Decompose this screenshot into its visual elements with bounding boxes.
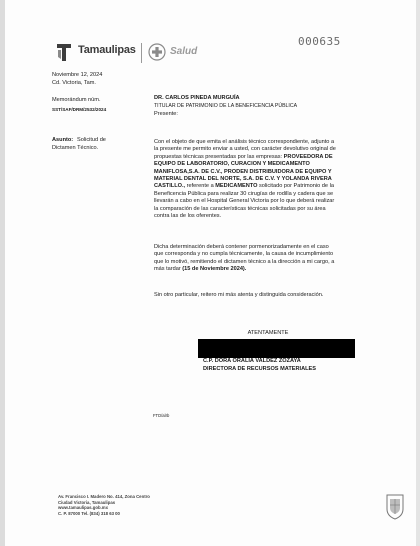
footer-line: Ciudad Victoria, Tamaulipas xyxy=(58,499,116,505)
p1-line: Con el objeto de que emita el análisis técnico correspondiente, adjunto a xyxy=(154,139,335,145)
p1-line: la presente me permito enviar a usted, con carácter devolutivo original de xyxy=(154,146,336,153)
scan-edge-right xyxy=(416,0,420,546)
p1-line: propuestas técnicas presentadas por las empresas: PROVEEDORA DE xyxy=(154,153,333,160)
date-line: Noviembre 12, 2024 xyxy=(52,72,103,78)
p1-line: CASTILLO., referente a MEDICAMENTO solicitado por Patrimonio de la xyxy=(154,183,334,190)
p1-line: Beneficencia Pública para realizar 30 cirugías de rodilla y cadera que se xyxy=(154,190,334,197)
footer-line: C. P. 87000 Tel. (834) 318 63 00 xyxy=(58,510,120,516)
p2-line: Dicha determinación deberá contener pormenorizadamente en el caso xyxy=(154,244,329,250)
subject-label: Asunto: xyxy=(52,137,74,143)
recipient-name: DR. CARLOS PINEDA MURGUÍA xyxy=(154,95,240,101)
folio-number: 000635 xyxy=(298,35,341,48)
p2-line: que lo motivó, remitiendo el dictamen técnico a la dirección a mi cargo, a xyxy=(154,258,335,265)
footer-address xyxy=(58,494,150,516)
p1-line: contra las de los oferentes. xyxy=(154,213,222,220)
p1-line: llevarán a cabo en el Hospital General Victoria por lo que deberá realizar xyxy=(154,198,335,205)
body-paragraph-3: Sin otro particular, reitero mi más atenta y distinguida consideración. xyxy=(154,292,324,298)
footer-line: Av. Francisco I. Madero No. 414, Zona Centro xyxy=(58,494,150,499)
signer-name: C.P. DORA ORALIA VALDEZ ZOZAYA xyxy=(203,358,301,364)
scan-edge-left xyxy=(0,0,5,546)
recipient-title: TITULAR DE PATRIMONIO DE LA BENEFICENCIA PÚBLICA xyxy=(154,103,298,109)
health-brand-name: Salud xyxy=(170,46,198,57)
logo-divider xyxy=(141,43,142,63)
p1-line: MANIFLOSA,S.A. DE C.V., PRODEN DISTRIBUIDORA DE EQUIPO Y xyxy=(154,168,332,175)
body-paragraph-2 xyxy=(154,244,388,274)
p1-line: la comparación de las características técnicas solicitadas por su área xyxy=(154,205,326,212)
brand-name: Tamaulipas xyxy=(78,44,136,56)
place-line: Cd. Victoria, Tam. xyxy=(52,80,96,86)
typist-initials: FTD/alrb xyxy=(153,413,170,418)
memo-number: SST/SAF/DRM/2532/2024 xyxy=(52,107,107,112)
p1-line: MATERIAL DENTAL DEL NORTE, S.A. DE C.V. Y YOLANDA RIVERA xyxy=(154,176,332,183)
signer-position: DIRECTORA DE RECURSOS MATERIALES xyxy=(203,366,317,372)
state-seal-icon xyxy=(385,493,405,521)
subject-text-2: Dictamen Técnico. xyxy=(52,145,99,151)
recipient-presente: Presente: xyxy=(154,111,178,117)
health-cross-icon xyxy=(148,43,166,61)
closing-atentamente: ATENTAMENTE xyxy=(247,330,289,336)
body-paragraph-1 xyxy=(154,139,388,220)
p2-line: más tardar (15 de Noviembre 2024). xyxy=(154,266,247,273)
tamaulipas-logo-icon xyxy=(56,42,72,62)
subject-text: Solicitud de xyxy=(77,137,106,143)
p2-line: que corresponda y no cumpla técnicamente, la causa de incumplimiento xyxy=(154,251,334,258)
p1-line: EQUIPO DE LABORATORIO, CURACION Y MEDICAMENTO xyxy=(154,161,310,168)
memo-label: Memorándum núm. xyxy=(52,97,101,103)
footer-line: www.tamaulipas.gob.mx xyxy=(58,505,108,511)
signature-redaction xyxy=(198,339,355,358)
